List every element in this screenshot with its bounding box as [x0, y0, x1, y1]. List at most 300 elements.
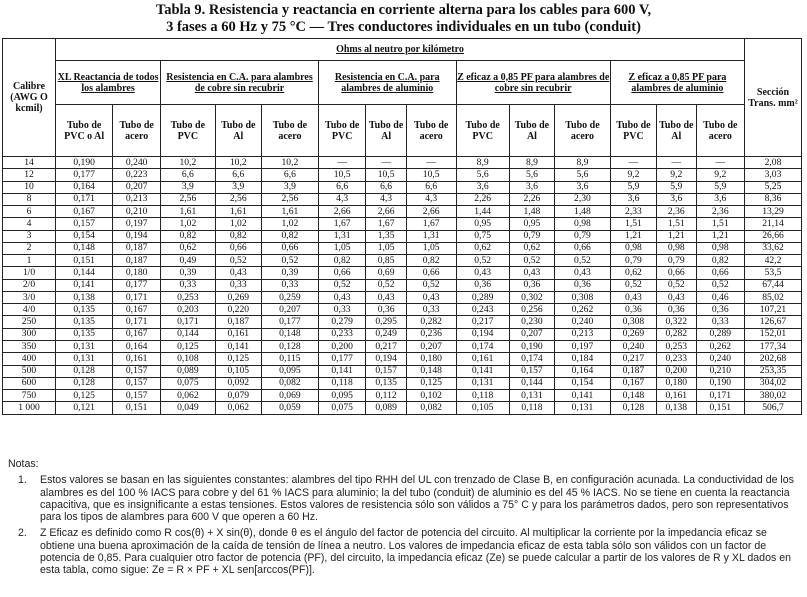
value-cell: 0,43	[318, 291, 365, 303]
value-cell: 0,151	[113, 402, 161, 414]
value-cell: 0,187	[113, 255, 161, 267]
value-cell: 0,187	[113, 242, 161, 254]
value-cell: 0,131	[456, 377, 509, 389]
value-cell: 0,144	[509, 377, 554, 389]
value-cell: 0,256	[509, 304, 554, 316]
value-cell: 0,164	[56, 181, 113, 193]
value-cell: 0,43	[657, 291, 697, 303]
value-cell: 0,131	[555, 402, 611, 414]
value-cell: 1,51	[657, 218, 697, 230]
value-cell: 0,049	[161, 402, 216, 414]
value-cell: 6,6	[161, 169, 216, 181]
value-cell: 0,128	[56, 365, 113, 377]
calibre-cell: 10	[3, 181, 56, 193]
calibre-cell: 600	[3, 377, 56, 389]
calibre-cell: 350	[3, 340, 56, 352]
value-cell: 0,66	[318, 267, 365, 279]
subheader-cell: Tubo de acero	[555, 105, 611, 157]
value-cell: 0,36	[555, 279, 611, 291]
value-cell: 0,079	[215, 390, 261, 402]
value-cell: 0,102	[406, 390, 456, 402]
value-cell: 1,05	[406, 242, 456, 254]
value-cell: 1,05	[318, 242, 365, 254]
value-cell: 0,157	[56, 218, 113, 230]
value-cell: 0,131	[56, 340, 113, 352]
title-line-2: 3 fases a 60 Hz y 75 °C — Tres conductores individuales en un tubo (conduit)	[166, 19, 641, 35]
value-cell: 0,233	[318, 328, 365, 340]
value-cell: 0,295	[366, 316, 407, 328]
value-cell: 0,167	[113, 304, 161, 316]
value-cell: 0,36	[657, 304, 697, 316]
value-cell: 0,148	[610, 390, 656, 402]
value-cell: 0,43	[406, 291, 456, 303]
value-cell: 0,118	[509, 402, 554, 414]
value-cell: 2,36	[657, 206, 697, 218]
value-cell: 304,02	[745, 377, 802, 389]
value-cell: 152,01	[745, 328, 802, 340]
value-cell: 26,66	[745, 230, 802, 242]
value-cell: 13,29	[745, 206, 802, 218]
table-row	[3, 353, 802, 365]
value-cell: 0,98	[657, 242, 697, 254]
value-cell: 1,61	[215, 206, 261, 218]
table-row	[3, 193, 802, 205]
subheader-cell: Tubo de PVC	[610, 105, 656, 157]
value-cell: 0,95	[509, 218, 554, 230]
value-cell: 8,9	[509, 157, 554, 169]
value-cell: 0,171	[161, 316, 216, 328]
value-cell: 0,118	[318, 377, 365, 389]
value-cell: 67,44	[745, 279, 802, 291]
value-cell: 1,67	[406, 218, 456, 230]
value-cell: 0,243	[456, 304, 509, 316]
value-cell: 2,66	[366, 206, 407, 218]
value-cell: 1,44	[456, 206, 509, 218]
value-cell: 10,2	[261, 157, 318, 169]
value-cell: 0,240	[113, 157, 161, 169]
value-cell: —	[406, 157, 456, 169]
value-cell: 0,197	[555, 340, 611, 352]
value-cell: 0,66	[261, 242, 318, 254]
value-cell: 0,151	[696, 402, 744, 414]
value-cell: 3,6	[610, 193, 656, 205]
value-cell: 0,66	[215, 242, 261, 254]
value-cell: 5,9	[610, 181, 656, 193]
value-cell: 0,62	[610, 267, 656, 279]
value-cell: 0,85	[366, 255, 407, 267]
value-cell: 10,2	[215, 157, 261, 169]
value-cell: 0,135	[56, 316, 113, 328]
value-cell: 6,6	[318, 181, 365, 193]
note-item	[18, 527, 798, 576]
value-cell: 1,67	[318, 218, 365, 230]
value-cell: 0,262	[555, 304, 611, 316]
value-cell: 0,52	[509, 255, 554, 267]
value-cell: 0,075	[161, 377, 216, 389]
note-text: Z Eficaz es definido como R cos(θ) + X sin(θ), donde θ es el ángulo del factor de potencia del circuito. Al multiplicar la corriente por la impedancia eficaz se obtiene una buena aproximación de la caída de tensión de línea a neutro. Los valores de impedancia eficaz de esta tabla sólo son válidos con un factor de potencia de 0,85. Para cualquier otro factor de potencia (PF), del circuito, la impedancia eficaz (Ze) se puede calcular a partir de los valores de R y XL dados en esta tabla, como sigue: Ze = R × PF + XL sen[arccos(PF)].	[40, 527, 791, 577]
value-cell: 0,233	[657, 353, 697, 365]
value-cell: 380,02	[745, 390, 802, 402]
value-cell: 0,144	[161, 328, 216, 340]
value-cell: 0,66	[555, 242, 611, 254]
group-res-aluminio: Resistencia en C.A. para alambres de aluminio	[318, 61, 456, 105]
value-cell: 3,6	[696, 193, 744, 205]
value-cell: 0,66	[406, 267, 456, 279]
value-cell: 4,3	[366, 193, 407, 205]
value-cell: 0,36	[696, 304, 744, 316]
value-cell: 3,9	[215, 181, 261, 193]
value-cell: 1,21	[657, 230, 697, 242]
value-cell: 0,33	[406, 304, 456, 316]
value-cell: 0,98	[555, 218, 611, 230]
subheader-cell: Tubo de Al	[215, 105, 261, 157]
value-cell: 0,253	[657, 340, 697, 352]
calibre-cell: 4	[3, 218, 56, 230]
value-cell: 0,194	[366, 353, 407, 365]
value-cell: 0,151	[56, 255, 113, 267]
notes-section	[8, 458, 798, 581]
value-cell: 1,35	[366, 230, 407, 242]
value-cell: 0,180	[657, 377, 697, 389]
table-row	[3, 255, 802, 267]
value-cell: 0,217	[366, 340, 407, 352]
value-cell: 0,200	[657, 365, 697, 377]
value-cell: 0,43	[456, 267, 509, 279]
value-cell: 0,207	[509, 328, 554, 340]
value-cell: 0,190	[696, 377, 744, 389]
value-cell: 0,089	[366, 402, 407, 414]
value-cell: 0,289	[456, 291, 509, 303]
value-cell: 0,82	[406, 255, 456, 267]
header-seccion: Sección Trans. mm²	[745, 39, 802, 157]
table-row	[3, 365, 802, 377]
value-cell: 5,6	[456, 169, 509, 181]
table-row	[3, 218, 802, 230]
value-cell: 0,161	[113, 353, 161, 365]
value-cell: 0,207	[406, 340, 456, 352]
value-cell: 0,138	[56, 291, 113, 303]
value-cell: 0,141	[456, 365, 509, 377]
value-cell: 0,154	[56, 230, 113, 242]
value-cell: 2,56	[215, 193, 261, 205]
value-cell: 0,174	[509, 353, 554, 365]
value-cell: 0,217	[610, 353, 656, 365]
value-cell: 53,5	[745, 267, 802, 279]
value-cell: 0,128	[610, 402, 656, 414]
subheader-cell: Tubo de PVC	[456, 105, 509, 157]
value-cell: 0,82	[161, 230, 216, 242]
value-cell: 0,180	[406, 353, 456, 365]
calibre-cell: 8	[3, 193, 56, 205]
value-cell: 2,56	[161, 193, 216, 205]
table-row	[3, 304, 802, 316]
value-cell: 8,9	[555, 157, 611, 169]
value-cell: 0,52	[366, 279, 407, 291]
value-cell: 2,36	[696, 206, 744, 218]
value-cell: 0,167	[56, 206, 113, 218]
value-cell: 2,33	[610, 206, 656, 218]
value-cell: 0,105	[215, 365, 261, 377]
value-cell: 0,190	[509, 340, 554, 352]
value-cell: 3,9	[161, 181, 216, 193]
value-cell: 1,48	[555, 206, 611, 218]
table-row	[3, 377, 802, 389]
value-cell: 42,2	[745, 255, 802, 267]
table-row	[3, 169, 802, 181]
value-cell: 0,171	[696, 390, 744, 402]
calibre-cell: 12	[3, 169, 56, 181]
value-cell: 0,33	[261, 279, 318, 291]
value-cell: 0,36	[610, 304, 656, 316]
value-cell: 0,095	[318, 390, 365, 402]
value-cell: 3,6	[509, 181, 554, 193]
value-cell: 0,190	[56, 157, 113, 169]
table-row	[3, 291, 802, 303]
value-cell: 0,177	[318, 353, 365, 365]
value-cell: 0,174	[456, 340, 509, 352]
value-cell: 0,62	[161, 242, 216, 254]
value-cell: 0,161	[215, 328, 261, 340]
value-cell: 0,236	[406, 328, 456, 340]
group-z-aluminio: Z eficaz a 0,85 PF para alambres de aluminio	[610, 61, 744, 105]
calibre-cell: 2/0	[3, 279, 56, 291]
value-cell: 0,144	[56, 267, 113, 279]
table-row	[3, 316, 802, 328]
value-cell: 1,02	[215, 218, 261, 230]
value-cell: 0,184	[555, 353, 611, 365]
value-cell: 0,167	[610, 377, 656, 389]
value-cell: 0,115	[261, 353, 318, 365]
value-cell: 0,125	[161, 340, 216, 352]
value-cell: 0,282	[406, 316, 456, 328]
value-cell: —	[610, 157, 656, 169]
value-cell: 0,302	[509, 291, 554, 303]
value-cell: 126,67	[745, 316, 802, 328]
value-cell: 0,240	[610, 340, 656, 352]
value-cell: 0,322	[657, 316, 697, 328]
value-cell: 506,7	[745, 402, 802, 414]
value-cell: 0,200	[318, 340, 365, 352]
value-cell: 0,240	[555, 316, 611, 328]
value-cell: 0,157	[113, 390, 161, 402]
value-cell: 0,059	[261, 402, 318, 414]
value-cell: 0,62	[509, 242, 554, 254]
value-cell: 0,128	[56, 377, 113, 389]
table-row	[3, 157, 802, 169]
value-cell: 0,43	[215, 267, 261, 279]
value-cell: 0,121	[56, 402, 113, 414]
value-cell: 10,5	[318, 169, 365, 181]
value-cell: 0,282	[657, 328, 697, 340]
value-cell: 0,164	[555, 365, 611, 377]
value-cell: 1,02	[261, 218, 318, 230]
value-cell: 6,6	[406, 181, 456, 193]
value-cell: —	[696, 157, 744, 169]
value-cell: 0,79	[657, 255, 697, 267]
table-row	[3, 230, 802, 242]
value-cell: 0,279	[318, 316, 365, 328]
value-cell: 0,138	[657, 402, 697, 414]
value-cell: 9,2	[696, 169, 744, 181]
value-cell: 0,269	[215, 291, 261, 303]
value-cell: 10,2	[161, 157, 216, 169]
calibre-cell: 3/0	[3, 291, 56, 303]
value-cell: 0,125	[406, 377, 456, 389]
value-cell: 2,56	[261, 193, 318, 205]
value-cell: 6,6	[366, 181, 407, 193]
value-cell: 6,6	[261, 169, 318, 181]
calibre-cell: 4/0	[3, 304, 56, 316]
value-cell: 0,220	[215, 304, 261, 316]
value-cell: 0,135	[56, 328, 113, 340]
calibre-cell: 250	[3, 316, 56, 328]
value-cell: 0,092	[215, 377, 261, 389]
value-cell: 0,197	[113, 218, 161, 230]
subheader-cell: Tubo de PVC o Al	[56, 105, 113, 157]
value-cell: 10,5	[406, 169, 456, 181]
note-item	[18, 474, 798, 523]
value-cell: 0,177	[261, 316, 318, 328]
value-cell: 2,66	[318, 206, 365, 218]
title-line-1: Tabla 9. Resistencia y reactancia en corriente alterna para los cables para 600 V,	[155, 2, 652, 18]
value-cell: 0,171	[113, 316, 161, 328]
value-cell: 0,69	[366, 267, 407, 279]
value-cell: 0,141	[56, 279, 113, 291]
value-cell: 0,79	[610, 255, 656, 267]
group-res-cobre: Resistencia en C.A. para alambres de cobre sin recubrir	[161, 61, 319, 105]
value-cell: 0,194	[113, 230, 161, 242]
value-cell: 0,118	[456, 390, 509, 402]
value-cell: 0,062	[215, 402, 261, 414]
table-row	[3, 206, 802, 218]
value-cell: —	[318, 157, 365, 169]
subheader-cell: Tubo de Al	[657, 105, 697, 157]
value-cell: 0,79	[509, 230, 554, 242]
value-cell: 0,240	[696, 353, 744, 365]
value-cell: 0,203	[161, 304, 216, 316]
value-cell: 1,61	[161, 206, 216, 218]
value-cell: 0,253	[161, 291, 216, 303]
value-cell: 0,171	[113, 291, 161, 303]
value-cell: 3,9	[261, 181, 318, 193]
calibre-cell: 500	[3, 365, 56, 377]
value-cell: 202,68	[745, 353, 802, 365]
calibre-cell: 1	[3, 255, 56, 267]
value-cell: 0,157	[113, 365, 161, 377]
value-cell: 2,66	[406, 206, 456, 218]
value-cell: 0,148	[406, 365, 456, 377]
group-z-cobre: Z eficaz a 0,85 PF para alambres de cobre sin recubrir	[456, 61, 610, 105]
value-cell: 0,82	[318, 255, 365, 267]
value-cell: 1,51	[610, 218, 656, 230]
value-cell: 0,39	[261, 267, 318, 279]
value-cell: 1,31	[318, 230, 365, 242]
value-cell: 0,213	[555, 328, 611, 340]
value-cell: 0,075	[318, 402, 365, 414]
value-cell: —	[366, 157, 407, 169]
value-cell: 0,089	[161, 365, 216, 377]
value-cell: 0,171	[56, 193, 113, 205]
header-calibre: Calibre (AWG O kcmil)	[3, 39, 56, 157]
value-cell: —	[657, 157, 697, 169]
value-cell: 0,180	[113, 267, 161, 279]
value-cell: 2,30	[555, 193, 611, 205]
value-cell: 0,259	[261, 291, 318, 303]
value-cell: 0,125	[215, 353, 261, 365]
value-cell: 0,262	[696, 340, 744, 352]
value-cell: 2,08	[745, 157, 802, 169]
value-cell: 0,157	[509, 365, 554, 377]
value-cell: 0,187	[215, 316, 261, 328]
value-cell: 0,141	[318, 365, 365, 377]
calibre-cell: 2	[3, 242, 56, 254]
value-cell: 0,108	[161, 353, 216, 365]
value-cell: 0,141	[215, 340, 261, 352]
subheader-cell: Tubo de acero	[113, 105, 161, 157]
value-cell: 0,230	[509, 316, 554, 328]
value-cell: 2,26	[456, 193, 509, 205]
value-cell: 0,131	[509, 390, 554, 402]
value-cell: 0,177	[56, 169, 113, 181]
calibre-cell: 14	[3, 157, 56, 169]
value-cell: 0,62	[456, 242, 509, 254]
value-cell: 0,135	[366, 377, 407, 389]
value-cell: 0,66	[657, 267, 697, 279]
calibre-cell: 1/0	[3, 267, 56, 279]
value-cell: 10,5	[366, 169, 407, 181]
value-cell: 0,43	[366, 291, 407, 303]
value-cell: 107,21	[745, 304, 802, 316]
value-cell: 0,39	[161, 267, 216, 279]
value-cell: 0,177	[113, 279, 161, 291]
value-cell: 21,14	[745, 218, 802, 230]
table-row	[3, 267, 802, 279]
table-row	[3, 390, 802, 402]
calibre-cell: 750	[3, 390, 56, 402]
value-cell: 0,128	[261, 340, 318, 352]
value-cell: 0,213	[113, 193, 161, 205]
value-cell: 0,98	[696, 242, 744, 254]
value-cell: 0,308	[555, 291, 611, 303]
table-title	[0, 2, 807, 36]
subheader-cell: Tubo de acero	[696, 105, 744, 157]
value-cell: 0,289	[696, 328, 744, 340]
data-table	[2, 38, 802, 415]
value-cell: 5,9	[696, 181, 744, 193]
value-cell: 253,35	[745, 365, 802, 377]
value-cell: 0,207	[261, 304, 318, 316]
value-cell: 0,095	[261, 365, 318, 377]
value-cell: 0,36	[509, 279, 554, 291]
value-cell: 1,51	[696, 218, 744, 230]
value-cell: 0,069	[261, 390, 318, 402]
value-cell: 6,6	[215, 169, 261, 181]
value-cell: 85,02	[745, 291, 802, 303]
value-cell: 0,49	[161, 255, 216, 267]
value-cell: 0,52	[456, 255, 509, 267]
value-cell: 5,6	[509, 169, 554, 181]
value-cell: 5,9	[657, 181, 697, 193]
value-cell: 0,82	[696, 255, 744, 267]
value-cell: 0,79	[555, 230, 611, 242]
note-number: 2.	[18, 527, 27, 540]
value-cell: 0,210	[696, 365, 744, 377]
value-cell: 0,36	[366, 304, 407, 316]
value-cell: 2,26	[509, 193, 554, 205]
calibre-cell: 400	[3, 353, 56, 365]
value-cell: 0,43	[610, 291, 656, 303]
value-cell: 0,112	[366, 390, 407, 402]
